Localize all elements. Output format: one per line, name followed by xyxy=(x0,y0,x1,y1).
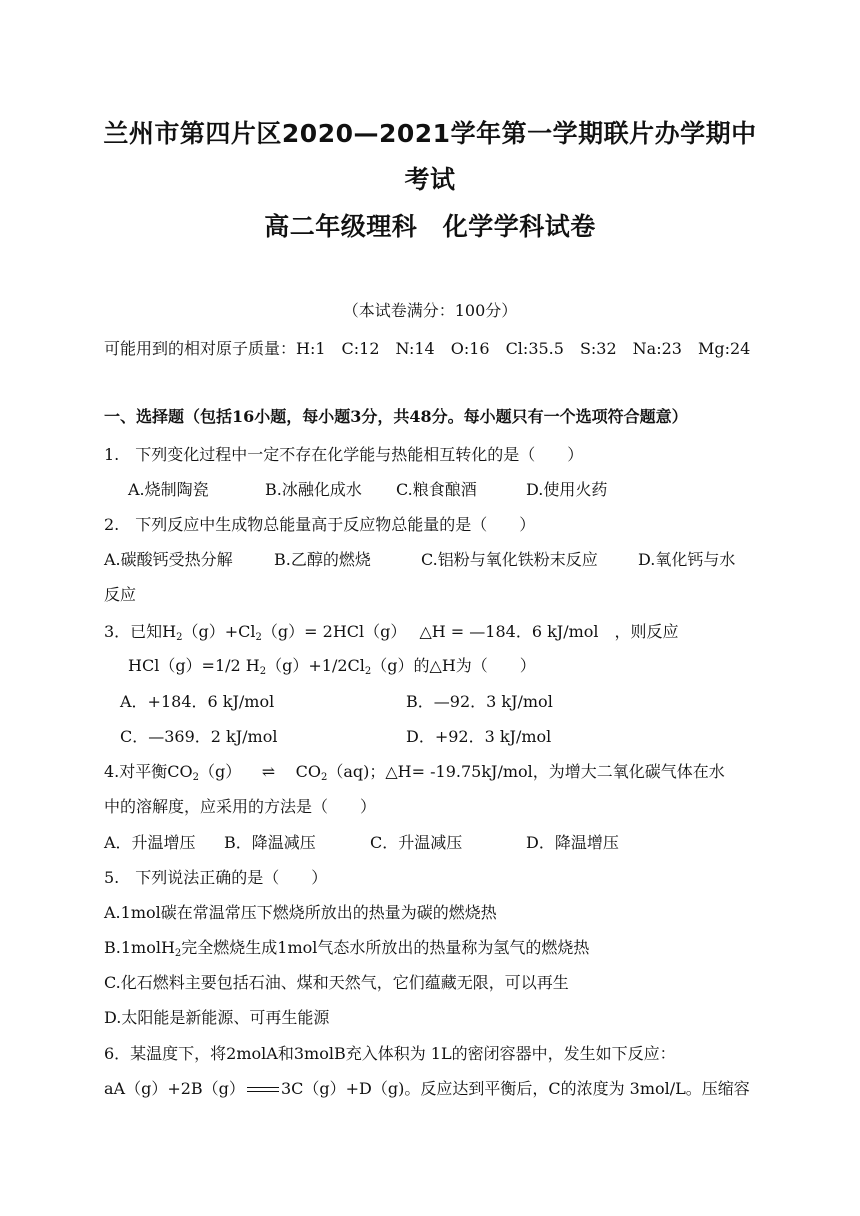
q2-option-a: A.碳酸钙受热分解 xyxy=(104,550,233,569)
q6-stem: 6．某温度下，将2molA和3molB充入体积为 1L的密闭容器中，发生如下反应： xyxy=(104,1044,676,1063)
q4-stem-line2: 中的溶解度，应采用的方法是（ ） xyxy=(104,797,377,816)
q4-option-c: C．升温减压 xyxy=(370,833,463,852)
q3-stem: 3．已知$H_2(g)+Cl_2(g)= 2HCl(g)$ △H = —184．6 kJ/mol ，则反应 xyxy=(104,622,679,643)
q1-option-d: D.使用火药 xyxy=(526,480,608,499)
q2-option-d: D.氧化钙与水 xyxy=(638,550,736,569)
q4-option-b: B．降温减压 xyxy=(224,833,316,852)
q3-option-a: A．+184．6 kJ/mol xyxy=(120,692,275,711)
q5-option-c: C.化石燃料主要包括石油、煤和天然气，它们蕴藏无限，可以再生 xyxy=(104,973,569,992)
q3-stem-line2: HCl（g）=1/2 $H_2(g)+1/2Cl_2(g)$的△H为（ ） xyxy=(128,656,536,677)
equilibrium-bar-icon xyxy=(247,1087,279,1093)
q3-option-c: C．—369．2 kJ/mol xyxy=(120,727,278,746)
q5-option-d: D.太阳能是新能源、可再生能源 xyxy=(104,1008,330,1027)
q5-option-b: B.1molH$_2$完全燃烧生成1mol气态水所放出的热量称为氢气的燃烧热 xyxy=(104,938,590,959)
q2-option-d-continued: 反应 xyxy=(104,585,137,604)
full-score-note: （本试卷满分：100分） xyxy=(342,301,518,320)
q4-option-d: D．降温增压 xyxy=(526,833,619,852)
q5-option-a: A.1mol碳在常温常压下燃烧所放出的热量为碳的燃烧热 xyxy=(104,903,497,922)
q2-option-b: B.乙醇的燃烧 xyxy=(274,550,371,569)
q4-stem: 4.对平衡$CO_2(g)$ ⇌ $CO_2(aq)$；△H= -19.75kJ/mol，为增大二氧化碳气体在水 xyxy=(104,762,725,783)
q1-option-b: B.冰融化成水 xyxy=(265,480,362,499)
q1-option-c: C.粮食酿酒 xyxy=(396,480,477,499)
q5-stem: 5. 下列说法正确的是（ ） xyxy=(104,868,328,887)
q4-option-a: A．升温增压 xyxy=(104,833,196,852)
equilibrium-arrow-icon: ⇌ xyxy=(261,762,276,781)
exam-title-line1: 兰州市第四片区2020—2021学年第一学期联片办学期中 xyxy=(103,119,757,148)
exam-subtitle: 高二年级理科 化学学科试卷 xyxy=(264,212,596,241)
q1-stem: 1. 下列变化过程中一定不存在化学能与热能相互转化的是（ ） xyxy=(104,445,584,464)
exam-title-line2: 考试 xyxy=(404,165,456,194)
atomic-masses: 可能用到的相对原子质量：H:1 C:12 N:14 O:16 Cl:35.5 S:32 Na:23 Mg:24 xyxy=(104,339,751,358)
q3-option-b: B．—92．3 kJ/mol xyxy=(406,692,553,711)
q1-option-a: A.烧制陶瓷 xyxy=(128,480,209,499)
section-heading: 一、选择题（包括16小题，每小题3分，共48分。每小题只有一个选项符合题意） xyxy=(104,407,688,426)
q3-option-d: D．+92．3 kJ/mol xyxy=(406,727,552,746)
q2-option-c: C.铝粉与氧化铁粉末反应 xyxy=(421,550,598,569)
q2-stem: 2. 下列反应中生成物总能量高于反应物总能量的是（ ） xyxy=(104,515,536,534)
q6-stem-line2: aA（g）+2B（g） 3C（g）+D（g)。反应达到平衡后，C的浓度为 3mol/L。压缩容 xyxy=(104,1079,750,1098)
